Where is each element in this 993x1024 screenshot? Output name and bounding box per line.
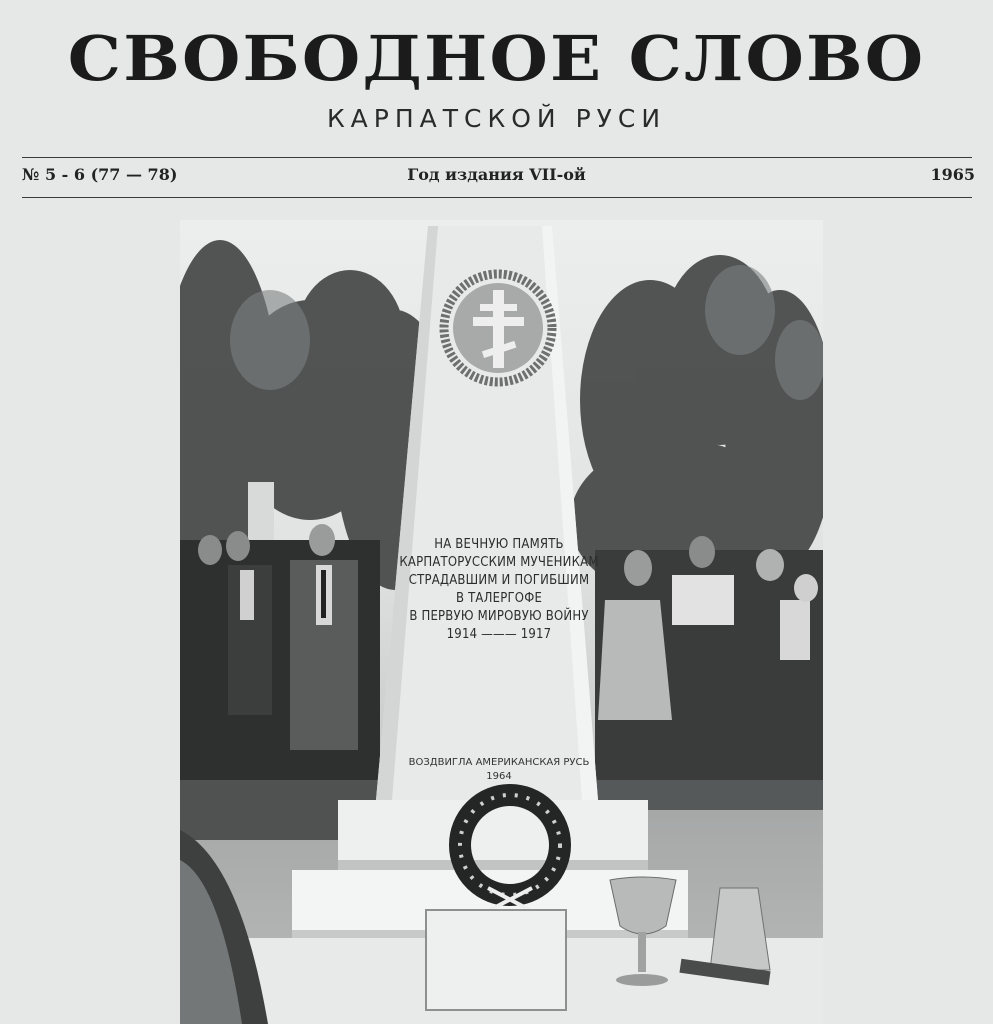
crowd-right (595, 536, 823, 810)
masthead-subtitle: КАРПАТСКОЙ РУСИ (326, 104, 667, 133)
inscription-line: В ПЕРВУЮ МИРОВУЮ ВОЙНУ (409, 609, 589, 624)
inscription-line: 1914 ——— 1917 (446, 627, 552, 642)
top-rule (22, 157, 972, 158)
inscription-line: СТРАДАВШИМ И ПОГИБШИМ (408, 573, 590, 588)
year-of-publication: Год издания VII-ой (407, 165, 586, 184)
inscription-line: В ТАЛЕРГОФЕ (455, 591, 543, 606)
erected-by-caption (390, 756, 608, 784)
cross-medallion-icon (444, 274, 552, 382)
inscription-line: НА ВЕЧНУЮ ПАМЯТЬ (434, 537, 564, 552)
offering-box (426, 910, 566, 1010)
monument-photo (180, 220, 823, 1024)
issue-year: 1965 (930, 165, 975, 184)
monument-inscription (390, 536, 608, 644)
erected-by: ВОЗДВИГЛА АМЕРИКАНСКАЯ РУСЬ (408, 757, 590, 768)
bottom-rule (22, 197, 972, 198)
erected-year: 1964 (486, 771, 512, 782)
inscription-line: КАРПАТОРУССКИМ МУЧЕНИКАМ (399, 555, 599, 570)
masthead-title: СВОБОДНОЕ СЛОВО (67, 22, 926, 95)
issue-number: № 5 - 6 (77 — 78) (22, 165, 178, 184)
